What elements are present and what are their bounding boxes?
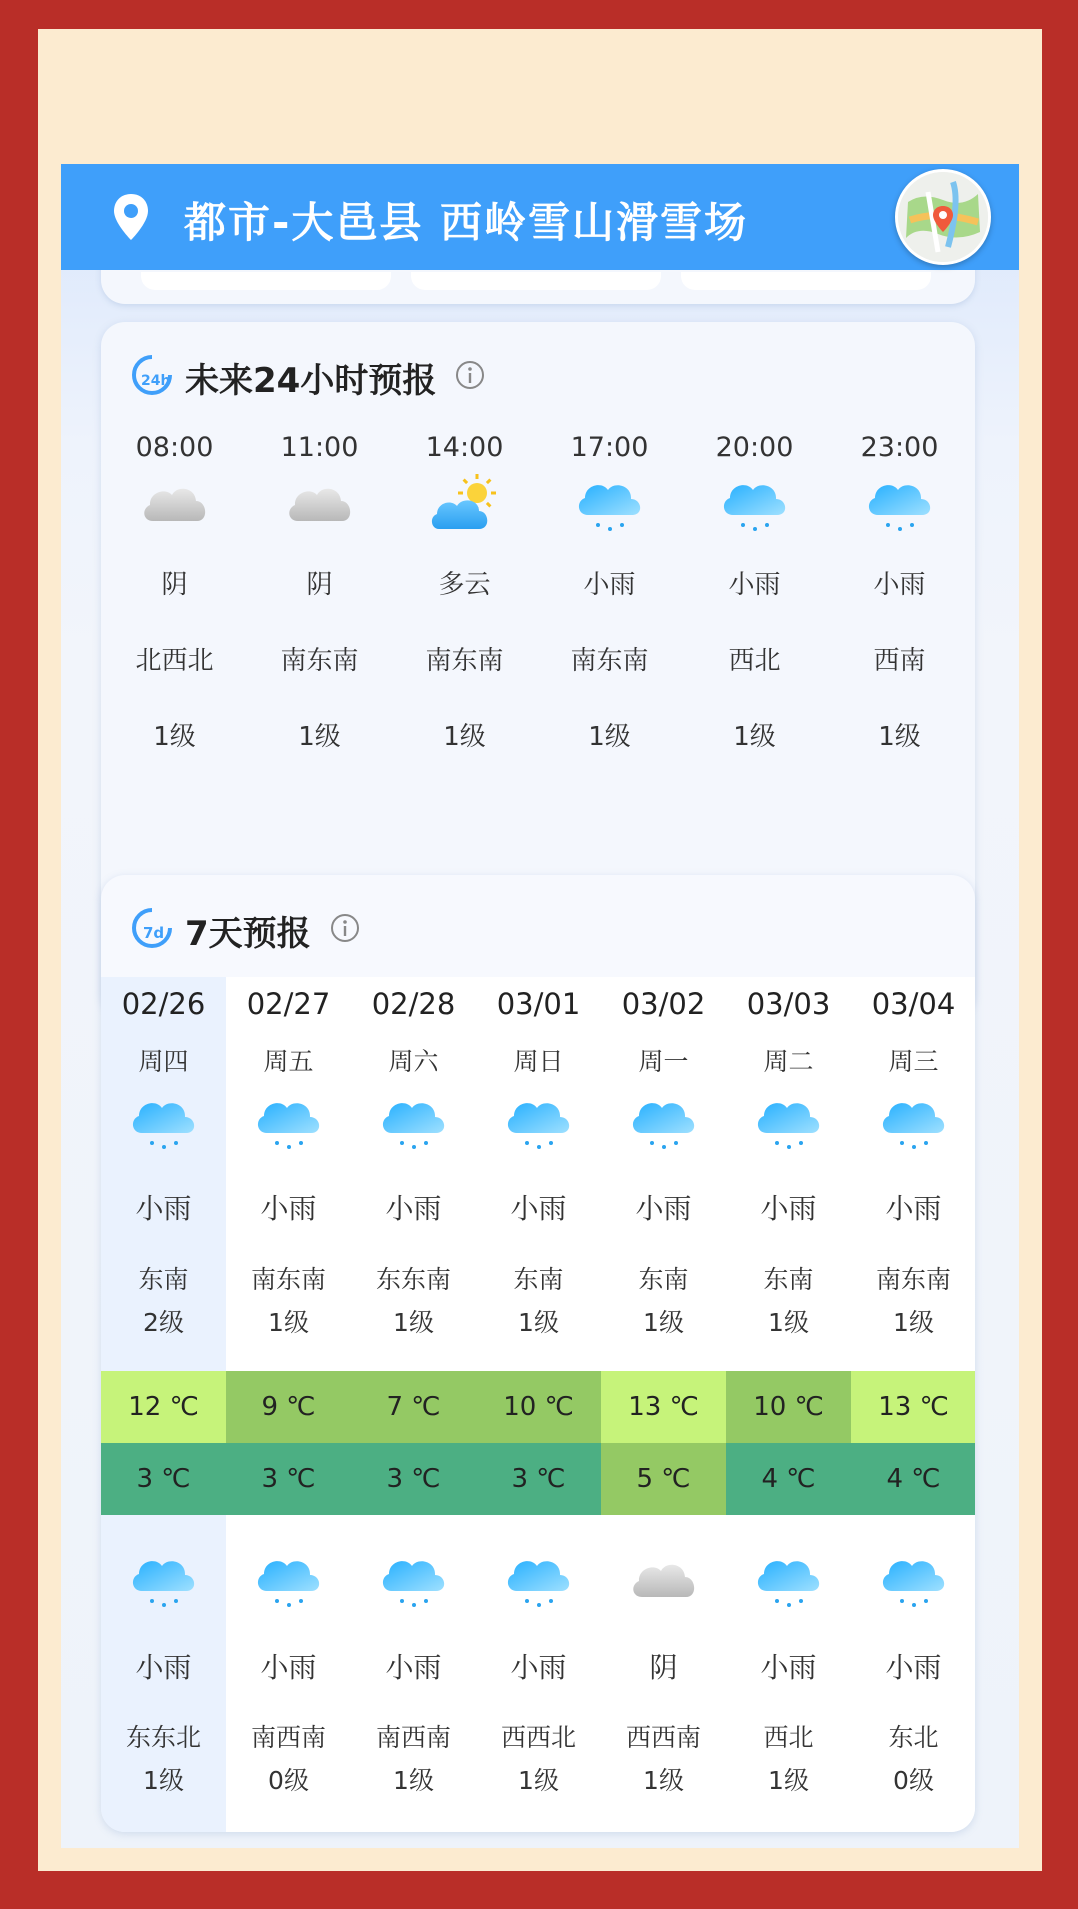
day-wind-direction: 东南: [138, 1265, 189, 1294]
night-wind-level: 0级: [893, 1766, 934, 1795]
light-rain-icon: [378, 1090, 450, 1160]
day-wind-level: 1级: [268, 1308, 309, 1337]
hour-weather: 多云: [438, 570, 491, 600]
day-low-temperature: 3 ℃: [226, 1443, 351, 1515]
night-wind-direction: 南西南: [375, 1723, 451, 1752]
day-weather: 小雨: [885, 1192, 942, 1225]
hour-wind-direction: 北西北: [135, 646, 214, 676]
hour-wind-level: 1级: [733, 722, 776, 752]
night-weather: 阴: [649, 1651, 678, 1684]
light-rain-icon: [878, 1548, 950, 1618]
day-low-temperature: 4 ℃: [726, 1443, 851, 1515]
hour-wind-level: 1级: [443, 722, 486, 752]
night-wind-level: 1级: [393, 1766, 434, 1795]
weather-app: [61, 164, 1019, 1848]
tab-pill-2: [411, 272, 661, 290]
day-high-temperature: 10 ℃: [476, 1371, 601, 1443]
forecast-7d-header: [129, 905, 361, 955]
night-weather: 小雨: [135, 1651, 192, 1684]
day-weather: 小雨: [260, 1192, 317, 1225]
day-wind-direction: 东南: [763, 1265, 814, 1294]
tab-pill-3: [681, 272, 931, 290]
day-wind-direction: 南东南: [875, 1265, 951, 1294]
day-date: 03/01: [496, 987, 581, 1021]
location-title[interactable]: 都市-大邑县 西岭雪山滑雪场: [184, 198, 749, 247]
day-weather: 小雨: [385, 1192, 442, 1225]
day-date: 03/04: [871, 987, 956, 1021]
day-wind-level: 2级: [143, 1308, 184, 1337]
cloudy-icon: [284, 472, 356, 542]
night-wind-level: 0级: [268, 1766, 309, 1795]
light-rain-icon: [628, 1090, 700, 1160]
night-weather: 小雨: [385, 1651, 442, 1684]
night-wind-level: 1级: [643, 1766, 684, 1795]
hour-wind-direction: 西南: [873, 646, 926, 676]
info-icon[interactable]: [454, 359, 486, 395]
night-wind-direction: 西北: [763, 1723, 814, 1752]
day-wind-level: 1级: [643, 1308, 684, 1337]
day-weekday: 周三: [888, 1047, 939, 1076]
light-rain-icon: [878, 1090, 950, 1160]
day-weekday: 周一: [638, 1047, 689, 1076]
hour-wind-direction: 南东南: [280, 646, 359, 676]
day-high-temperature: 13 ℃: [601, 1371, 726, 1443]
map-icon[interactable]: [895, 169, 991, 265]
light-rain-icon: [753, 1090, 825, 1160]
night-weather: 小雨: [510, 1651, 567, 1684]
forecast-24h-title: 未来24小时预报: [185, 360, 437, 401]
day-weather: 小雨: [510, 1192, 567, 1225]
light-rain-icon: [503, 1548, 575, 1618]
hour-wind-level: 1级: [298, 722, 341, 752]
location-header[interactable]: [61, 164, 1019, 270]
hour-weather: 小雨: [583, 570, 636, 600]
hour-wind-level: 1级: [878, 722, 921, 752]
night-wind-level: 1级: [143, 1766, 184, 1795]
day-date: 03/02: [621, 987, 706, 1021]
light-rain-icon: [864, 472, 936, 542]
forecast-7d-card: [101, 875, 975, 1832]
night-wind-direction: 南西南: [250, 1723, 326, 1752]
forecast-7d-title: 7天预报: [185, 913, 311, 954]
day-wind-level: 1级: [893, 1308, 934, 1337]
hour-wind-level: 1级: [588, 722, 631, 752]
day-high-temperature: 12 ℃: [101, 1371, 226, 1443]
light-rain-icon: [574, 472, 646, 542]
hour-weather: 小雨: [873, 570, 926, 600]
light-rain-icon: [128, 1548, 200, 1618]
location-pin-icon: [111, 192, 151, 246]
day-wind-level: 1级: [518, 1308, 559, 1337]
forecast-24h-badge-icon: [129, 352, 175, 402]
day-date: 02/28: [371, 987, 456, 1021]
light-rain-icon: [253, 1548, 325, 1618]
hour-time: 17:00: [570, 432, 649, 463]
day-weekday: 周二: [763, 1047, 814, 1076]
day-date: 02/27: [246, 987, 331, 1021]
info-icon[interactable]: [329, 912, 361, 948]
day-wind-direction: 东南: [638, 1265, 689, 1294]
light-rain-icon: [378, 1548, 450, 1618]
day-weekday: 周日: [513, 1047, 564, 1076]
hour-time: 20:00: [715, 432, 794, 463]
cloudy-icon: [628, 1548, 700, 1618]
hour-weather: 阴: [161, 570, 188, 600]
day-date: 03/03: [746, 987, 831, 1021]
day-weekday: 周四: [138, 1047, 189, 1076]
light-rain-icon: [719, 472, 791, 542]
day-date: 02/26: [121, 987, 206, 1021]
night-weather: 小雨: [260, 1651, 317, 1684]
day-high-temperature: 13 ℃: [851, 1371, 975, 1443]
day-low-temperature: 5 ℃: [601, 1443, 726, 1515]
night-wind-direction: 西西南: [625, 1723, 701, 1752]
svg-text:24h: 24h: [141, 373, 171, 389]
hour-time: 11:00: [280, 432, 359, 463]
light-rain-icon: [503, 1090, 575, 1160]
day-low-temperature: 4 ℃: [851, 1443, 975, 1515]
svg-text:7d: 7d: [143, 924, 165, 942]
day-high-temperature: 10 ℃: [726, 1371, 851, 1443]
day-wind-direction: 东东南: [375, 1265, 451, 1294]
day-weather: 小雨: [135, 1192, 192, 1225]
day-high-temperature: 7 ℃: [351, 1371, 476, 1443]
day-wind-level: 1级: [768, 1308, 809, 1337]
light-rain-icon: [253, 1090, 325, 1160]
tab-pill-1: [141, 272, 391, 290]
night-wind-direction: 东北: [888, 1723, 939, 1752]
day-low-temperature: 3 ℃: [351, 1443, 476, 1515]
forecast-7d-badge-icon: [129, 905, 175, 955]
hour-wind-direction: 南东南: [570, 646, 649, 676]
hour-time: 14:00: [425, 432, 504, 463]
hour-time: 08:00: [135, 432, 214, 463]
hour-wind-direction: 南东南: [425, 646, 504, 676]
hour-wind-direction: 西北: [728, 646, 781, 676]
day-weather: 小雨: [635, 1192, 692, 1225]
hour-wind-level: 1级: [153, 722, 196, 752]
day-wind-direction: 南东南: [250, 1265, 326, 1294]
forecast-24h-header: [129, 352, 486, 402]
day-weekday: 周六: [388, 1047, 439, 1076]
light-rain-icon: [128, 1090, 200, 1160]
light-rain-icon: [753, 1548, 825, 1618]
partly-cloudy-icon: [429, 472, 501, 542]
hour-weather: 阴: [306, 570, 333, 600]
cloudy-icon: [139, 472, 211, 542]
day-weekday: 周五: [263, 1047, 314, 1076]
night-wind-direction: 西西北: [500, 1723, 576, 1752]
night-wind-level: 1级: [768, 1766, 809, 1795]
night-wind-direction: 东东北: [125, 1723, 201, 1752]
hour-weather: 小雨: [728, 570, 781, 600]
day-wind-direction: 东南: [513, 1265, 564, 1294]
night-weather: 小雨: [885, 1651, 942, 1684]
day-high-temperature: 9 ℃: [226, 1371, 351, 1443]
night-weather: 小雨: [760, 1651, 817, 1684]
day-low-temperature: 3 ℃: [476, 1443, 601, 1515]
hour-time: 23:00: [860, 432, 939, 463]
night-wind-level: 1级: [518, 1766, 559, 1795]
day-wind-level: 1级: [393, 1308, 434, 1337]
day-low-temperature: 3 ℃: [101, 1443, 226, 1515]
day-weather: 小雨: [760, 1192, 817, 1225]
